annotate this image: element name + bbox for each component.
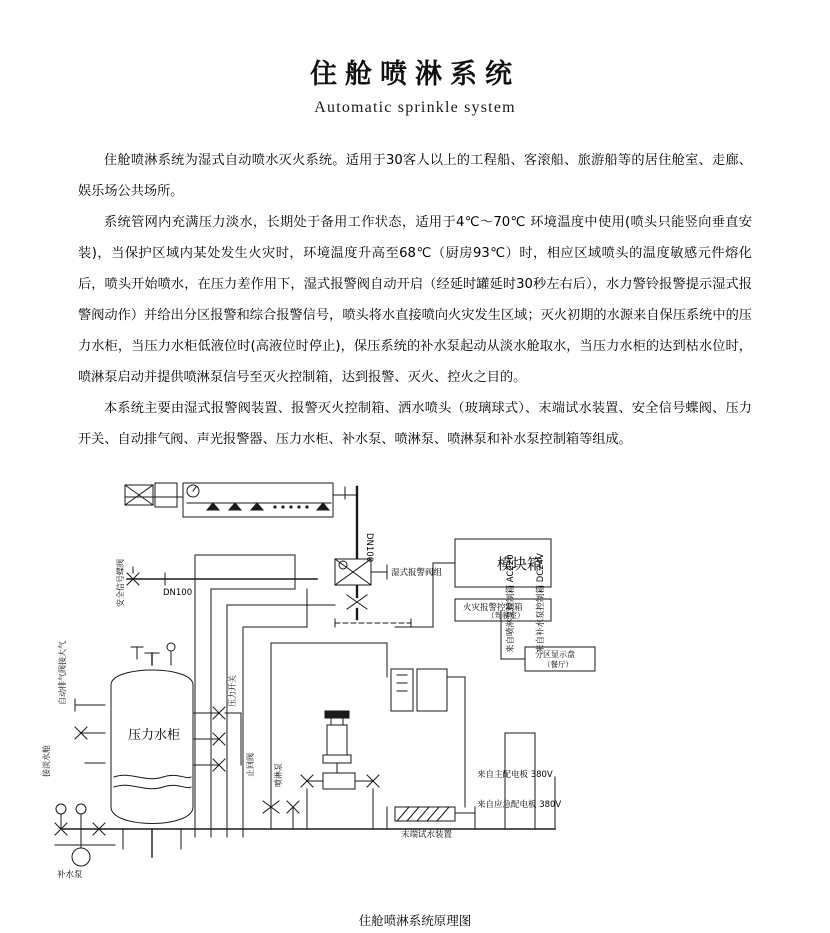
label-pressure-switch: 压力开关 [228, 675, 237, 707]
gauge-icon-left [56, 804, 66, 814]
sprinkler-branch-frame [183, 483, 333, 517]
pipe-fitting-symbol [155, 483, 177, 507]
label-dn100-main: DN100 [163, 588, 193, 598]
label-safety-valve: 安全信号蝶阀 [116, 559, 125, 607]
sprinkler-heads [207, 503, 329, 510]
label-makeup-pump: 补水泵 [57, 870, 83, 880]
paragraph-1: 住舱喷淋系统为湿式自动喷水灭火系统。适用于30客人以上的工程船、客滚船、旅游船等的居住舱室、走廊、娱乐场公共场所。 [78, 153, 752, 199]
system-schematic-diagram [35, 477, 795, 928]
makeup-pump-symbol [72, 848, 90, 866]
label-dn100-riser: DN100 [364, 533, 374, 563]
label-zone-display: 分区显示盘 [535, 650, 575, 659]
tank-gauge-icon [167, 643, 175, 651]
paragraph-2: 系统管网内充满压力淡水，长期处于备用工作状态，适用于4℃～70℃ 环境温度中使用(喷头只能竖向垂直安装)，当保护区域内某处发生火灾时，环境温度升高至68℃（厨房93℃）时，相应区域喷头的温度敏感元件熔化后，喷头开始喷水，在压力差作用下，湿式报警阀自动开启（经延时罐延时30秒左右后），水力警铃报警提示湿式报警阀动作）并给出分区报警和综合报警信号，喷头将水直接喷向火灾发生区域；灭火初期的水源来自保压系统中的压力水柜，当压力水柜低液位时(高液位时停止)，保压系统的补水泵起动从淡水舱取水，当压力水柜的达到枯水位时，喷淋泵启动并提供喷淋泵信号至灭火控制箱，达到报警、灭火、控火之目的。 [78, 215, 752, 385]
end-test-device-symbol [395, 807, 455, 821]
page-root [0, 52, 830, 933]
label-module-box: 模块箱 [497, 555, 543, 573]
pressure-tank-symbol [111, 670, 193, 824]
control-cabinet-large [417, 669, 447, 711]
label-auto-air-valve: 自动排气阀接大气 [58, 641, 67, 705]
pump-unit-symbol [323, 711, 351, 773]
page-title-en: Automatic sprinkle system [314, 99, 516, 116]
label-fire-alarm-box-sub: （驾驶室） [487, 611, 525, 620]
body-text [78, 145, 752, 455]
label-pressure-tank: 压力水柜 [128, 728, 181, 743]
label-check-valve: 止回阀 [246, 753, 255, 777]
label-end-test-device: 末端试水装置 [401, 830, 453, 840]
label-to-fresh-water-tank: 接淡水舱 [42, 745, 51, 777]
paragraph-3: 本系统主要由湿式报警阀装置、报警灭火控制箱、洒水喷头（玻璃球式）、末端试水装置、安全信号蝶阀、压力开关、自动排气阀、声光报警器、压力水柜、补水泵、喷淋泵、喷淋泵和补水泵控制箱等组成。 [78, 401, 752, 447]
label-emergency-power: 来自应急配电板 380V [477, 800, 562, 810]
label-main-power: 来自主配电板 380V [477, 770, 553, 780]
label-fire-alarm-box: 火灾报警控制箱 [463, 603, 523, 613]
valve-cross [125, 485, 153, 505]
spray-pump-body [323, 773, 355, 789]
gauge-icon-left-2 [76, 804, 86, 814]
page-title-zh: 住舱喷淋系统 [310, 59, 520, 90]
label-spray-pump: 喷淋泵 [274, 763, 283, 787]
diagram-caption: 住舱喷淋系统原理图 [358, 913, 472, 928]
label-spray-pump-panel: 来自喷淋泵控制箱 AC220 [506, 554, 516, 653]
label-zone-display-sub: （餐厅） [543, 660, 573, 669]
label-wet-alarm-valve-group: 湿式报警阀组 [391, 568, 443, 578]
label-makeup-pump-panel: 来自补水泵控制箱 DC24V [536, 553, 546, 653]
